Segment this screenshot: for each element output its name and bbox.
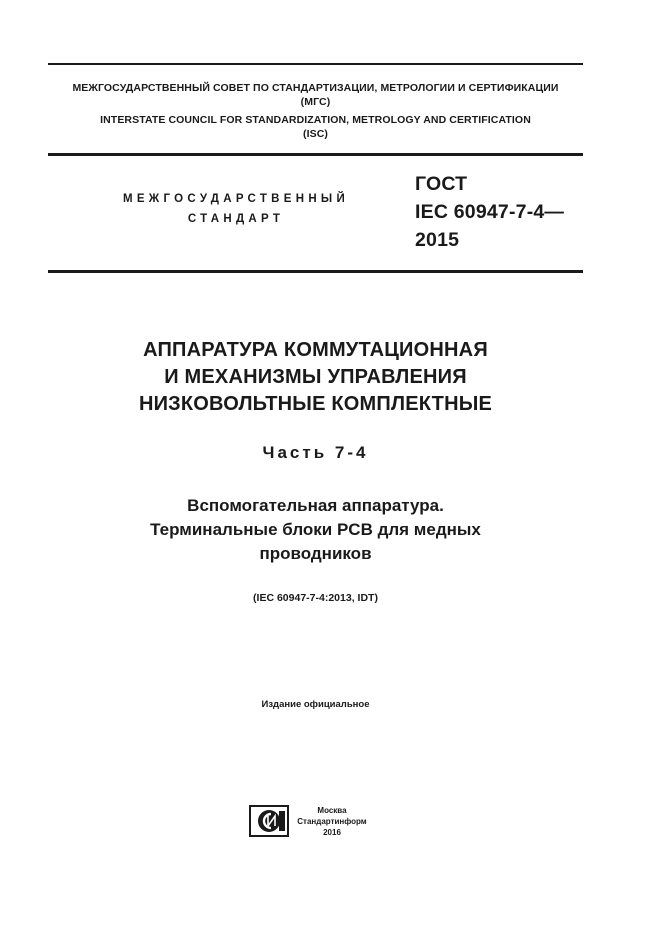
publication-year: 2016 [323,828,341,837]
publisher-info [296,805,368,838]
part-number: Часть 7-4 [262,443,369,462]
title-line-2: И МЕХАНИЗМЫ УПРАВЛЕНИЯ [164,366,467,388]
subtitle-line-3: проводников [259,544,372,563]
document-subtitle [48,494,583,566]
council-abbr-ru: (МГС) [300,96,331,108]
title-line-3: НИЗКОВОЛЬТНЫЕ КОМПЛЕКТНЫЕ [138,393,493,415]
standartinform-logo-icon [249,805,289,837]
council-abbr-en: (ISC) [303,128,328,140]
standard-year: 2015 [415,229,460,251]
designation-rule [48,270,583,273]
top-rule [48,63,583,65]
standard-label-line2: СТАНДАРТ [187,213,285,225]
header-rule [48,153,583,156]
subtitle-line-2: Терминальные блоки PCB для медных [150,520,481,539]
standard-number: IEC 60947-7-4— [415,201,565,223]
publisher-name: Стандартинформ [297,817,367,826]
council-name-en: INTERSTATE COUNCIL FOR STANDARDIZATION, METROLOGY AND CERTIFICATION [100,114,531,126]
document-title [48,337,583,418]
iec-reference: (IEC 60947-7-4:2013, IDT) [253,592,378,604]
gost-designation [415,170,564,254]
standard-label-line1: МЕЖГОСУДАРСТВЕННЫЙ [122,193,350,205]
council-name-ru: МЕЖГОСУДАРСТВЕННЫЙ СОВЕТ ПО СТАНДАРТИЗАЦИИ, МЕТРОЛОГИИ И СЕРТИФИКАЦИИ [72,82,559,94]
gost-label: ГОСТ [415,173,468,195]
publisher-city: Москва [317,806,347,815]
subtitle-line-1: Вспомогательная аппаратура. [187,496,444,515]
official-edition: Издание официальное [261,699,370,710]
title-line-1: АППАРАТУРА КОММУТАЦИОННАЯ [143,339,488,361]
